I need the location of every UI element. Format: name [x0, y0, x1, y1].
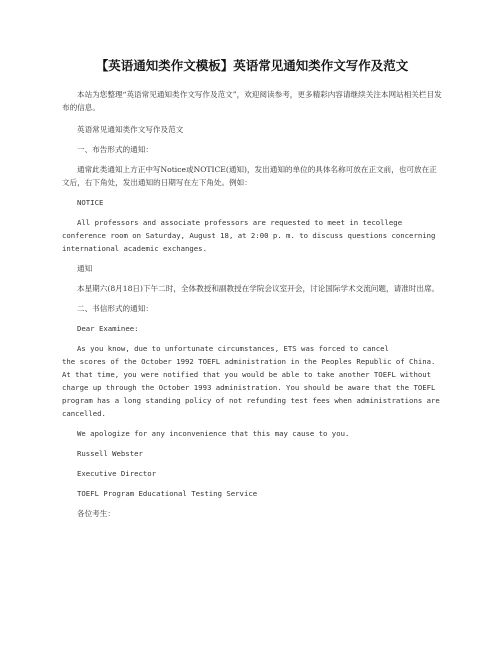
subtitle: 英语常见通知类作文写作及范文 — [77, 125, 184, 134]
signature-name: Russell Webster — [77, 449, 143, 458]
signature-role: Executive Director — [77, 469, 157, 478]
letter-greeting: Dear Examinee: — [77, 324, 139, 333]
notice-body-english: All professors and associate professors are requested to meet in tecollege conference room on Saturday, August 18, at 2:00 p. m. to discuss questions concerning international academic exchanges. — [62, 218, 436, 253]
signature-organization: TOEFL Program Educational Testing Service — [77, 489, 258, 498]
document-title: 【英语通知类作文模板】英语常见通知类作文写作及范文 — [95, 58, 409, 73]
section1-description: 通常此类通知上方正中写Notice或NOTICE(通知)，发出通知的单位的具体名称可放在正文前，也可放在正文后，右下角处，发出通知的日期写在左下角处。例如： — [62, 165, 437, 187]
document-page — [62, 58, 442, 520]
section2-heading: 二、书信形式的通知： — [77, 304, 153, 313]
section1-heading: 一、布告形式的通知： — [77, 145, 153, 154]
chinese-greeting: 各位考生： — [77, 509, 115, 518]
letter-body: the scores of the October 1992 TOEFL administration in the Peoples Republic of China. At that time, you were notified that you would be able to take another TOEFL without charge up through the October 1993 administration. You should be aware that the TOEFL program has a long standing policy of not refunding test fees when administrations are cancelled. — [62, 357, 440, 418]
letter-first-line: As you know, due to unfortunate circumstances, ETS was forced to cancel — [77, 344, 389, 353]
notice-body-chinese: 本星期六(8月18日)下午二时，全体教授和副教授在学院会议室开会，讨论国际学术交流问题，请准时出席。 — [77, 284, 440, 293]
notice-label: NOTICE — [77, 198, 104, 207]
intro-paragraph: 本站为您整理“英语常见通知类作文写作及范文”，欢迎阅读参考，更多精彩内容请继续关注本网站相关栏目发布的信息。 — [62, 90, 442, 112]
letter-apology: We apologize for any inconvenience that this may cause to you. — [77, 429, 350, 438]
notice-label-chinese: 通知 — [77, 264, 93, 273]
